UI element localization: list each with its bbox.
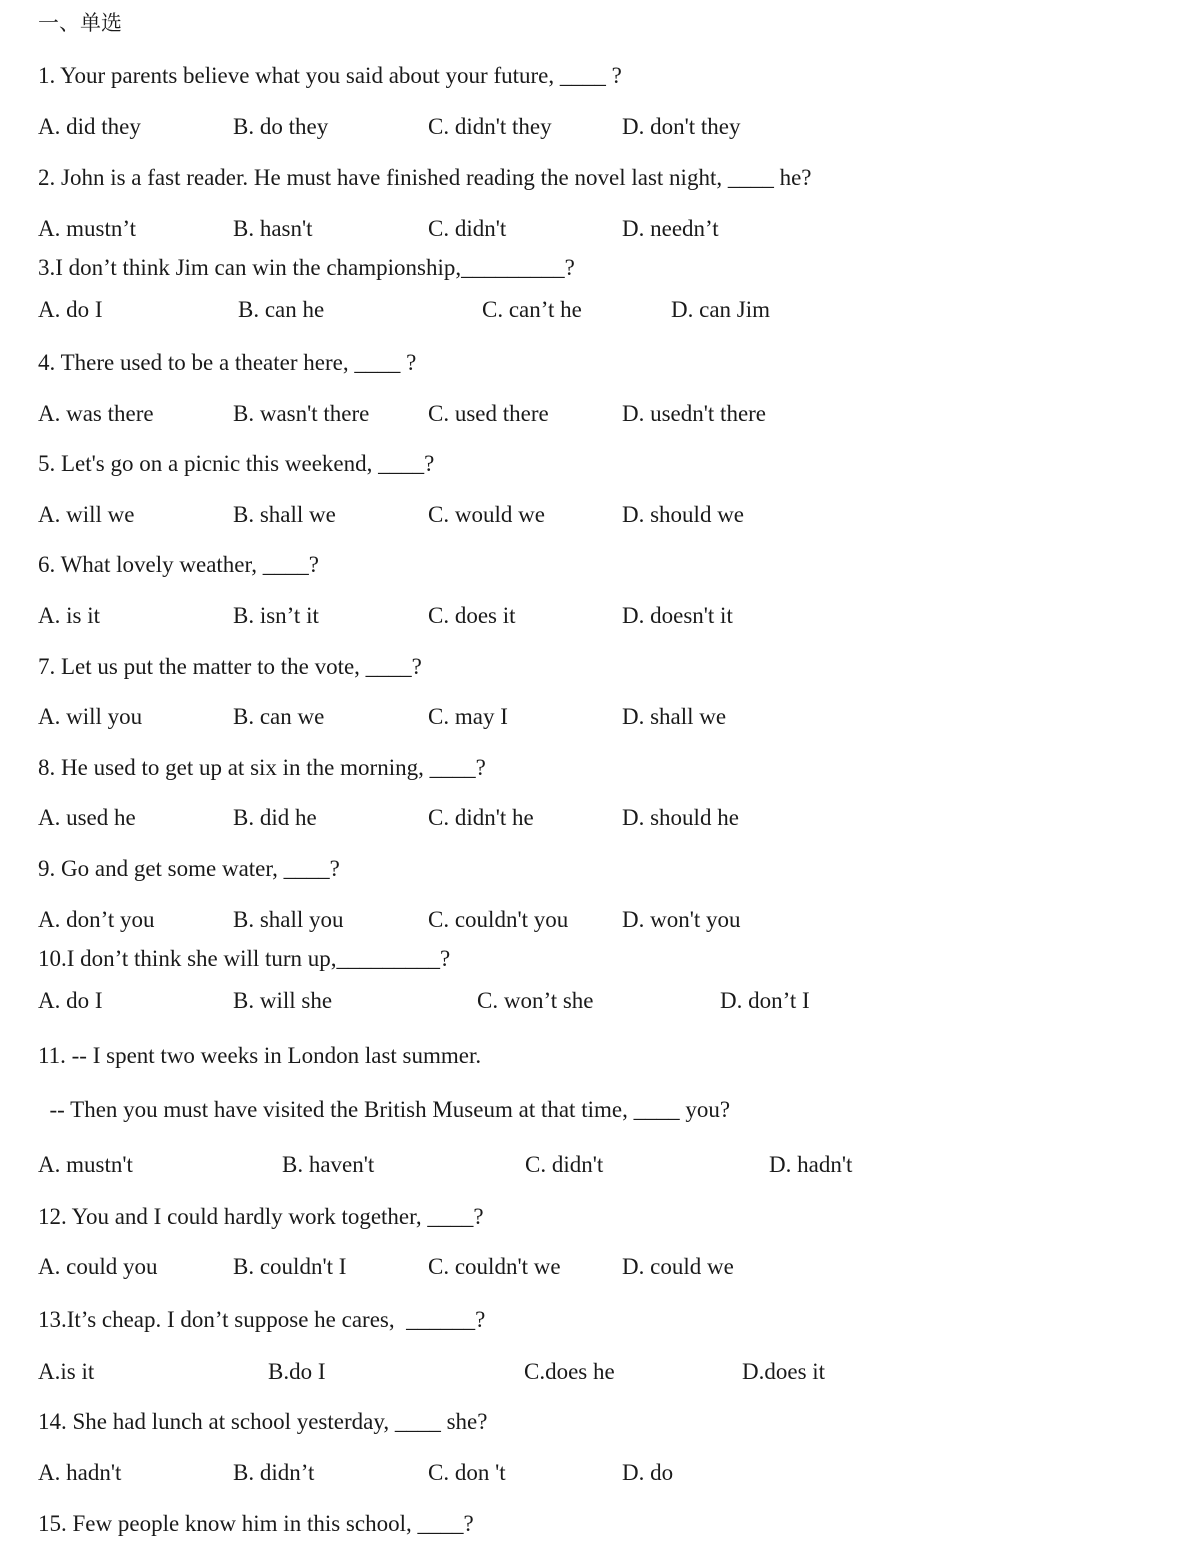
option-c[interactable]: C. may I xyxy=(428,704,508,729)
option-a[interactable]: A. hadn't xyxy=(38,1460,122,1485)
question-stem: 1. Your parents believe what you said about your future, ____ ? xyxy=(38,63,622,88)
option-a[interactable]: A. could you xyxy=(38,1254,158,1279)
option-c[interactable]: C. didn't he xyxy=(428,805,534,830)
option-b[interactable]: B. didn’t xyxy=(233,1460,315,1485)
option-a[interactable]: A. is it xyxy=(38,603,100,628)
option-c[interactable]: C. used there xyxy=(428,401,549,426)
option-a[interactable]: A. don’t you xyxy=(38,907,155,932)
option-b[interactable]: B. shall you xyxy=(233,907,344,932)
option-d[interactable]: D. could we xyxy=(622,1254,734,1279)
option-c[interactable]: C. won’t she xyxy=(477,988,594,1013)
option-d[interactable]: D. doesn't it xyxy=(622,603,733,628)
option-a[interactable]: A. mustn’t xyxy=(38,216,136,241)
question-stem: 3.I don’t think Jim can win the championship,_________? xyxy=(38,255,575,280)
option-c[interactable]: C. don 't xyxy=(428,1460,506,1485)
option-a[interactable]: A. did they xyxy=(38,114,141,139)
option-a[interactable]: A. will you xyxy=(38,704,143,729)
option-c[interactable]: C. can’t he xyxy=(482,297,582,322)
option-d[interactable]: D. don't they xyxy=(622,114,741,139)
option-b[interactable]: B. did he xyxy=(233,805,317,830)
option-c[interactable]: C. would we xyxy=(428,502,545,527)
option-b[interactable]: B. haven't xyxy=(282,1152,375,1177)
option-a[interactable]: A. used he xyxy=(38,805,136,830)
question-stem: 5. Let's go on a picnic this weekend, ____? xyxy=(38,451,435,476)
option-d[interactable]: D. should he xyxy=(622,805,739,830)
section-title: 一、单选 xyxy=(38,11,122,35)
option-d[interactable]: D. can Jim xyxy=(671,297,771,322)
question-stem: 14. She had lunch at school yesterday, ____ she? xyxy=(38,1409,488,1434)
question-stem: 11. -- I spent two weeks in London last summer. xyxy=(38,1043,482,1068)
option-c[interactable]: C.does he xyxy=(524,1359,615,1384)
option-a[interactable]: A. do I xyxy=(38,297,103,322)
option-d[interactable]: D. needn’t xyxy=(622,216,719,241)
option-d[interactable]: D. should we xyxy=(622,502,745,527)
question-stem: 9. Go and get some water, ____? xyxy=(38,856,340,881)
option-a[interactable]: A.is it xyxy=(38,1359,95,1384)
option-d[interactable]: D. do xyxy=(622,1460,674,1485)
option-a[interactable]: A. will we xyxy=(38,502,135,527)
option-b[interactable]: B. shall we xyxy=(233,502,336,527)
option-b[interactable]: B. can he xyxy=(238,297,325,322)
question-stem: 13.It’s cheap. I don’t suppose he cares, ______? xyxy=(38,1307,486,1332)
option-c[interactable]: C. couldn't you xyxy=(428,907,569,932)
option-a[interactable]: A. mustn't xyxy=(38,1152,133,1177)
option-d[interactable]: D. usedn't there xyxy=(622,401,767,426)
option-b[interactable]: B. wasn't there xyxy=(233,401,370,426)
option-d[interactable]: D. won't you xyxy=(622,907,741,932)
option-d[interactable]: D. don’t I xyxy=(720,988,810,1013)
question-stem: 6. What lovely weather, ____? xyxy=(38,552,319,577)
option-c[interactable]: C. didn't xyxy=(525,1152,604,1177)
question-stem: 7. Let us put the matter to the vote, ____? xyxy=(38,654,422,679)
option-c[interactable]: C. didn't they xyxy=(428,114,552,139)
question-stem: 8. He used to get up at six in the morning, ____? xyxy=(38,755,486,780)
option-d[interactable]: D.does it xyxy=(742,1359,826,1384)
option-d[interactable]: D. shall we xyxy=(622,704,727,729)
question-stem: 2. John is a fast reader. He must have finished reading the novel last night, ____ he? xyxy=(38,165,812,190)
option-c[interactable]: C. couldn't we xyxy=(428,1254,561,1279)
option-b[interactable]: B. can we xyxy=(233,704,325,729)
option-c[interactable]: C. does it xyxy=(428,603,516,628)
question-stem: 10.I don’t think she will turn up,_________? xyxy=(38,946,451,971)
option-b[interactable]: B. isn’t it xyxy=(233,603,319,628)
option-b[interactable]: B.do I xyxy=(268,1359,326,1384)
option-b[interactable]: B. will she xyxy=(233,988,333,1013)
option-a[interactable]: A. do I xyxy=(38,988,103,1013)
question-stem: 15. Few people know him in this school, ____? xyxy=(38,1511,474,1536)
question-stem: 4. There used to be a theater here, ____ ? xyxy=(38,350,417,375)
question-stem-reply: -- Then you must have visited the British Museum at that time, ____ you? xyxy=(38,1097,731,1122)
option-b[interactable]: B. do they xyxy=(233,114,329,139)
option-a[interactable]: A. was there xyxy=(38,401,154,426)
option-d[interactable]: D. hadn't xyxy=(769,1152,853,1177)
option-b[interactable]: B. couldn't I xyxy=(233,1254,347,1279)
option-b[interactable]: B. hasn't xyxy=(233,216,313,241)
option-c[interactable]: C. didn't xyxy=(428,216,507,241)
question-stem: 12. You and I could hardly work together, ____? xyxy=(38,1204,484,1229)
